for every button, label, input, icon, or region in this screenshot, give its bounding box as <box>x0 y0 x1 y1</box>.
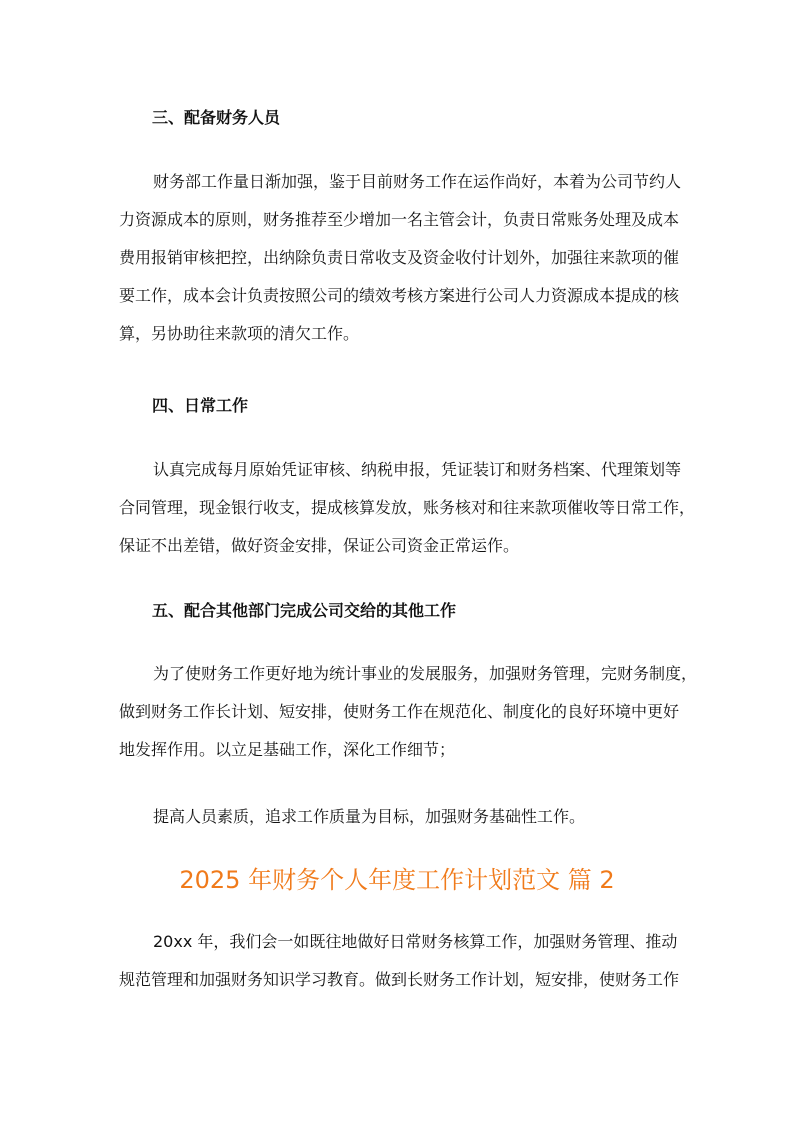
paragraph-line: 做到财务工作长计划、短安排，使财务工作在规范化、制度化的良好环境中更好 <box>119 702 680 721</box>
document-title: 2025 年财务个人年度工作计划范文 篇 2 <box>179 866 615 894</box>
paragraph-line: 算，另协助往来款项的清欠工作。 <box>119 324 360 343</box>
section-3-paragraph <box>119 163 682 353</box>
intro-paragraph <box>119 923 679 999</box>
section-5-paragraph <box>119 655 698 769</box>
paragraph-line: 力资源成本的原则，财务推荐至少增加一名主管会计，负责日常账务处理及成本 <box>119 210 680 229</box>
paragraph-line: 规范管理和加强财务知识学习教育。做到长财务工作计划，短安排，使财务工作 <box>119 970 680 989</box>
paragraph-line: 认真完成每月原始凭证审核、纳税申报，凭证装订和财务档案、代理策划等 <box>153 460 682 479</box>
paragraph-line: 要工作，成本会计负责按照公司的绩效考核方案进行公司人力资源成本提成的核 <box>119 286 680 305</box>
paragraph-line: 财务部工作量日渐加强，鉴于目前财务工作在运作尚好，本着为公司节约人 <box>153 172 682 191</box>
section-4-paragraph <box>119 451 696 565</box>
paragraph-line: 费用报销审核把控，出纳除负责日常收支及资金收付计划外，加强往来款项的催 <box>119 248 680 267</box>
paragraph-line: 保证不出差错，做好资金安排，保证公司资金正常运作。 <box>119 536 520 555</box>
paragraph-line: 地发挥作用。以立足基础工作，深化工作细节； <box>119 740 456 759</box>
section-5-heading: 五、配合其他部门完成公司交给的其他工作 <box>152 601 457 620</box>
paragraph-line: 为了使财务工作更好地为统计事业的发展服务，加强财务管理，完财务制度， <box>153 664 698 683</box>
paragraph-line: 20xx 年，我们会一如既往地做好日常财务核算工作，加强财务管理、推动 <box>153 932 678 951</box>
paragraph-line: 合同管理，现金银行收支，提成核算发放，账务核对和往来款项催收等日常工作， <box>119 498 696 517</box>
paragraph-line: 提高人员素质，追求工作质量为目标，加强财务基础性工作。 <box>153 807 586 826</box>
section-5-extra-paragraph <box>119 798 679 836</box>
section-3-heading: 三、配备财务人员 <box>152 108 281 127</box>
section-4-heading: 四、日常工作 <box>152 396 249 415</box>
